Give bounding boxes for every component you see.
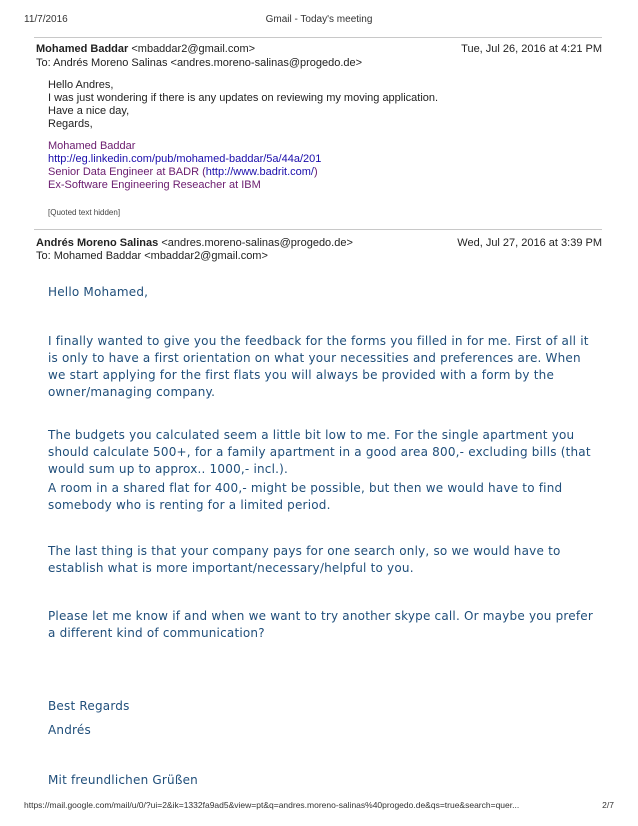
closing-regards: Best Regards xyxy=(48,699,130,713)
message1-sender xyxy=(36,43,255,56)
message2-paragraph: I finally wanted to give you the feedback for the forms you filled in for me. First of all it is only to have a first orientation on what your necessities and preferences are. When we start applying for the first flats you will always be provided with a form by the owner/managing company. xyxy=(48,334,589,399)
message2-paragraph: The last thing is that your company pays for one search only, so we would have to establish what is more important/necessary/helpful to you. xyxy=(48,544,561,575)
message1-datetime: Tue, Jul 26, 2016 at 4:21 PM xyxy=(461,43,602,55)
sender-name: Mohamed Baddar xyxy=(36,43,129,55)
message2-paragraph: Hello Mohamed, xyxy=(48,285,149,299)
message2-sender xyxy=(36,237,353,250)
closing-german: Mit freundlichen Grüßen xyxy=(48,773,198,787)
message1-recipient: To: Andrés Moreno Salinas <andres.moreno-salinas@progedo.de> xyxy=(36,57,363,69)
message1-body-line: Have a nice day, xyxy=(48,105,130,117)
signature-role-suffix: ) xyxy=(313,166,318,178)
signature-linkedin-link[interactable]: http://eg.linkedin.com/pub/mohamed-baddar/5a/44a/201 xyxy=(48,153,322,165)
message1-body-line: I was just wondering if there is any updates on reviewing my moving application. xyxy=(48,92,439,104)
signature-former-role: Ex-Software Engineering Reseacher at IBM xyxy=(48,179,261,191)
signature-role xyxy=(48,166,318,179)
signature-name: Mohamed Baddar xyxy=(48,140,136,152)
message2-recipient: To: Mohamed Baddar <mbaddar2@gmail.com> xyxy=(36,250,268,262)
message1-body-line: Hello Andres, xyxy=(48,79,114,91)
signature-role-text: Senior Data Engineer at BADR ( xyxy=(48,166,206,178)
print-date: 11/7/2016 xyxy=(24,14,68,25)
page-number: 2/7 xyxy=(602,800,614,810)
signature-company-link[interactable]: http://www.badrit.com/ xyxy=(205,166,314,178)
sender-name: Andrés Moreno Salinas xyxy=(36,237,159,249)
quoted-text-toggle[interactable]: [Quoted text hidden] xyxy=(48,208,121,217)
message2-paragraph: Please let me know if and when we want to try another skype call. Or maybe you prefer a different kind of communication? xyxy=(48,609,594,640)
print-url: https://mail.google.com/mail/u/0/?ui=2&ik=1332fa9ad5&view=pt&q=andres.moreno-salinas%40progedo.de&qs=true&search=quer... xyxy=(24,800,520,810)
message2-datetime: Wed, Jul 27, 2016 at 3:39 PM xyxy=(457,237,602,249)
message1-body-line: Regards, xyxy=(48,118,93,130)
sender-email[interactable]: <mbaddar2@gmail.com> xyxy=(131,43,256,55)
message2-paragraph: A room in a shared flat for 400,- might be possible, but then we would have to find somebody who is renting for a limited period. xyxy=(48,481,563,512)
closing-name: Andrés xyxy=(48,723,91,737)
message2-paragraph: The budgets you calculated seem a little bit low to me. For the single apartment you should calculate 500+, for a family apartment in a good area 800,- excluding bills (that would sum up to approx.. 1000,- incl.). xyxy=(48,428,591,476)
sender-email[interactable]: <andres.moreno-salinas@progedo.de> xyxy=(161,237,353,249)
divider xyxy=(34,37,602,38)
divider xyxy=(34,229,602,230)
print-title: Gmail - Today's meeting xyxy=(265,14,373,25)
